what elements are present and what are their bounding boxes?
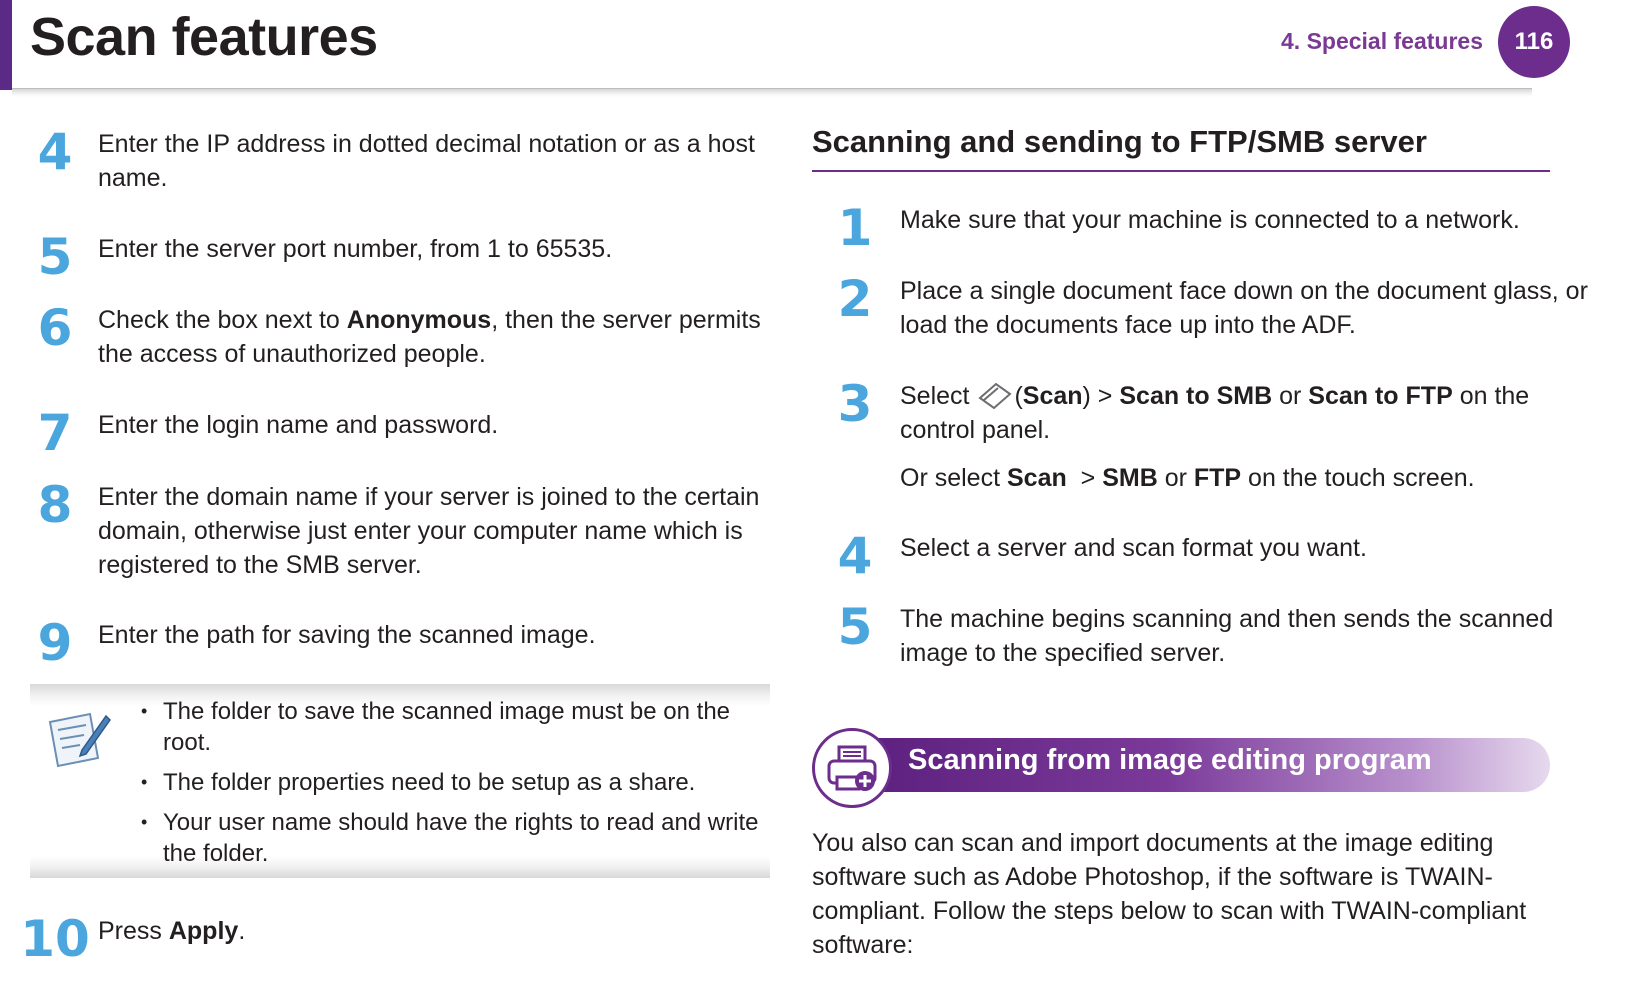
touch-screen-alt: Or select Scan > SMB or FTP on the touch screen.: [900, 464, 1475, 492]
section-title-ftp-smb: Scanning and sending to FTP/SMB server: [812, 124, 1427, 159]
step-number: 5: [37, 228, 73, 286]
anonymous-label: Anonymous: [346, 306, 492, 334]
step-text: Enter the path for saving the scanned image.: [98, 621, 596, 649]
step-text: Press Apply.: [98, 917, 246, 945]
note-box: [30, 684, 770, 878]
step-9-path: [20, 614, 790, 672]
step-6-anonymous: [20, 299, 790, 371]
scan-icon: [976, 380, 1014, 410]
step-text: Enter the server port number, from 1 to 65535.: [98, 235, 613, 263]
step-4-ip: [20, 123, 790, 195]
step-text: Enter the login name and password.: [98, 411, 499, 439]
note-item: • The folder properties need to be setup as a share.: [135, 767, 775, 798]
step-text: Select a server and scan format you want.: [900, 534, 1367, 562]
step-text: The machine begins scanning and then sends the scanned image to the specified server.: [900, 605, 1554, 667]
step-text: Enter the domain name if your server is joined to the certain domain, otherwise just enter your computer name which is registered to the SMB server.: [98, 483, 760, 579]
step-7-login: [20, 404, 790, 462]
scanner-icon: [825, 743, 879, 793]
step-text: Make sure that your machine is connected to a network.: [900, 206, 1520, 234]
step-text: Select (Scan) > Scan to SMB or Scan to FTP on the control panel. Or select Scan > SMB or FTP on the touch screen.: [900, 379, 1600, 495]
section-banner-twain: [812, 728, 1550, 806]
apply-label: Apply: [168, 917, 239, 945]
step-text: Enter the IP address in dotted decimal notation or as a host name.: [98, 130, 755, 192]
ftp-step-1: [820, 199, 1630, 257]
header-divider: [12, 88, 1532, 97]
section-title-twain: Scanning from image editing program: [908, 744, 1432, 776]
step-8-domain: [20, 476, 790, 582]
ftp-step-5: [820, 598, 1630, 670]
note-item: • Your user name should have the rights to read and write the folder.: [135, 807, 775, 869]
step-number: 10: [20, 910, 90, 968]
ftp-step-4: [820, 527, 1630, 585]
note-list: [135, 696, 775, 878]
section-divider: [812, 170, 1550, 172]
step-number: 4: [37, 123, 73, 181]
header-accent-bar: [0, 0, 12, 90]
twain-intro-paragraph: You also can scan and import documents at the image editing software such as Adobe Photoshop, if the software is TWAIN-compliant. Follow the steps below to scan with TWAIN-compliant software:: [812, 829, 1527, 959]
step-10-apply: [20, 910, 790, 968]
note-item: • The folder to save the scanned image must be on the root.: [135, 696, 775, 758]
step-number: 7: [37, 404, 73, 462]
step-number: 2: [837, 270, 873, 328]
ftp-step-3: [820, 375, 1630, 495]
ftp-step-2: [820, 270, 1630, 342]
page-title: Scan features: [30, 7, 378, 67]
step-number: 8: [37, 476, 73, 534]
note-pencil-icon: [46, 708, 112, 770]
step-number: 4: [837, 527, 873, 585]
banner-icon-circle: [812, 728, 892, 808]
step-number: 5: [837, 598, 873, 656]
step-text: Check the box next to Anonymous, then the server permits the access of unauthorized people.: [98, 306, 761, 368]
page-number-badge: 116: [1498, 6, 1570, 78]
step-number: 3: [837, 375, 873, 433]
step-number: 6: [37, 299, 73, 357]
chapter-label: 4. Special features: [1281, 28, 1483, 54]
step-number: 9: [37, 614, 73, 672]
step-5-port: [20, 228, 790, 286]
step-number: 1: [837, 199, 873, 257]
step-text: Place a single document face down on the document glass, or load the documents face up into the ADF.: [900, 277, 1588, 339]
